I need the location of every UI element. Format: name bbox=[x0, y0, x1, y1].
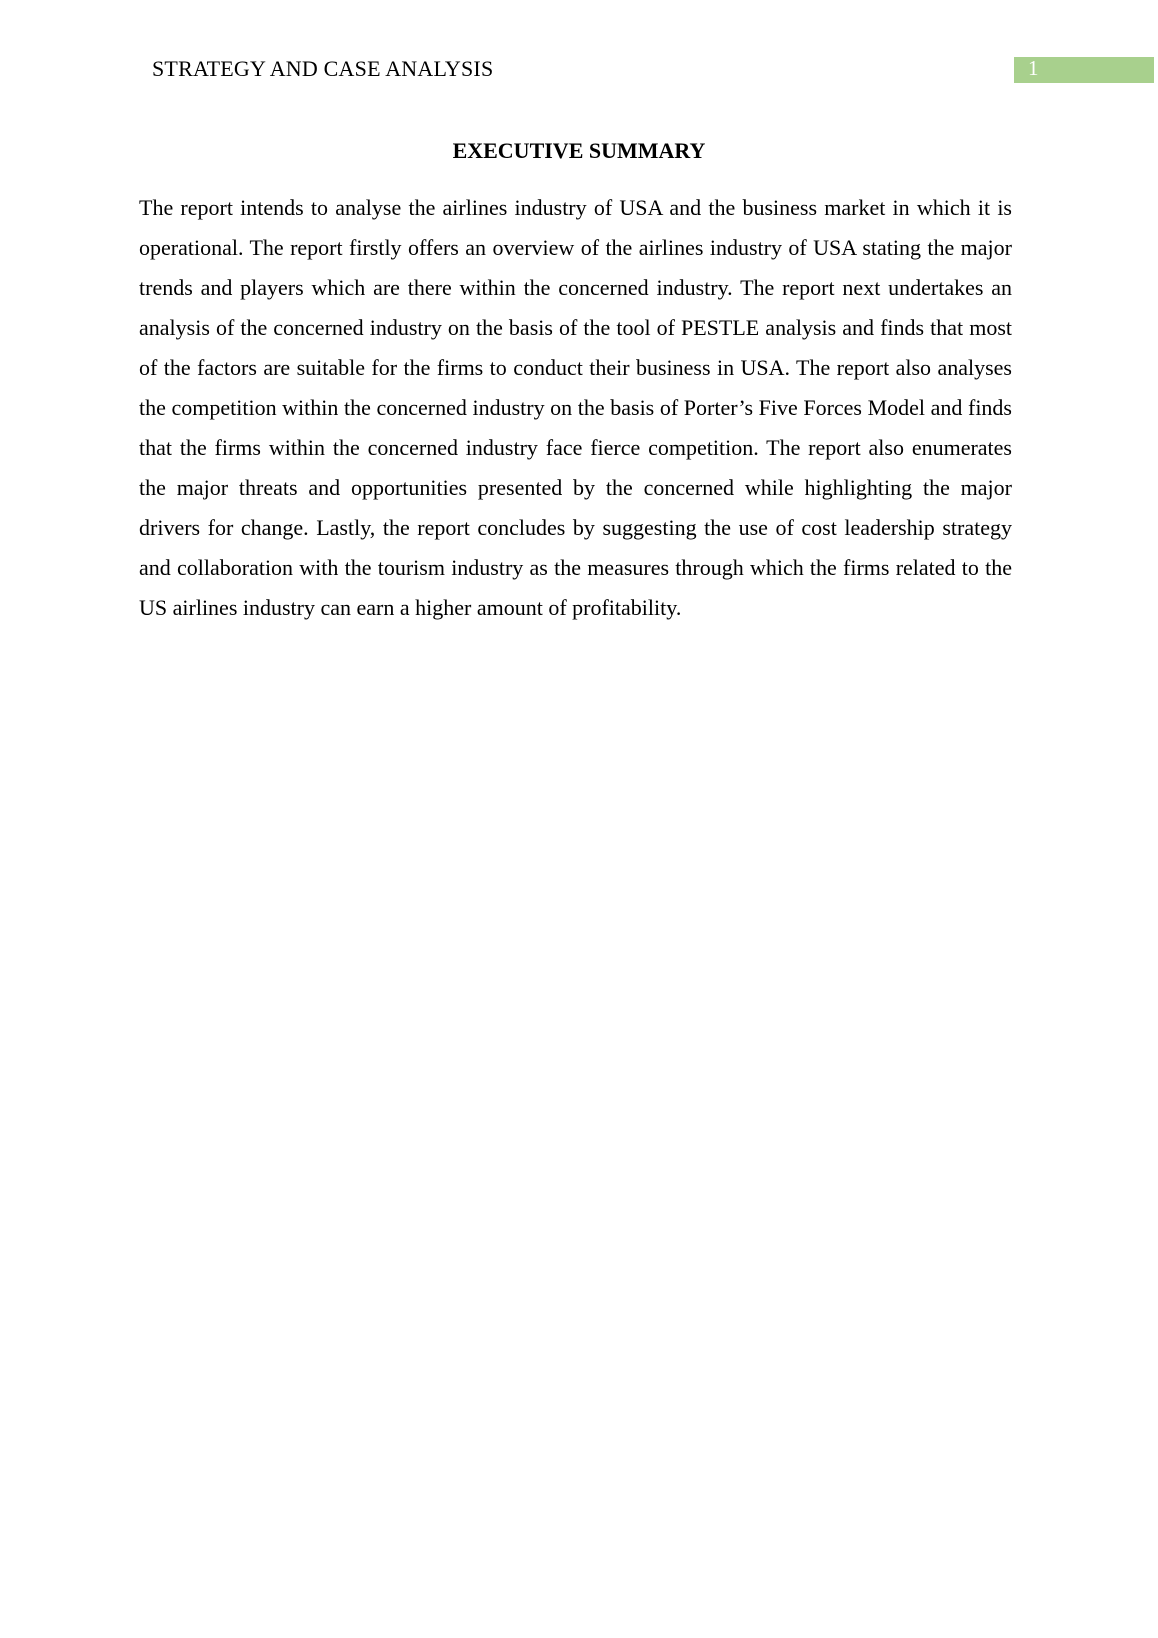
page-number: 1 bbox=[1028, 56, 1039, 80]
section-heading: EXECUTIVE SUMMARY bbox=[452, 138, 706, 163]
page-number-badge bbox=[1014, 57, 1154, 83]
summary-paragraph: The report intends to analyse the airlines industry of USA and the business market in which it is operational. The report firstly offers an overview of the airlines industry of USA stating the major trends and players which are there within the concerned industry. The report next undertakes an analysis of the concerned industry on the basis of the tool of PESTLE analysis and finds that most of the factors are suitable for the firms to conduct their business in USA. The report also analyses the competition within the concerned industry on the basis of Porter’s Five Forces Model and finds that the firms within the concerned industry face fierce competition. The report also enumerates the major threats and opportunities presented by the concerned while highlighting the major drivers for change. Lastly, the report concludes by suggesting the use of cost leadership strategy and collaboration with the tourism industry as the measures through which the firms related to the US airlines industry can earn a higher amount of profitability. bbox=[139, 195, 1012, 620]
running-header-title: STRATEGY AND CASE ANALYSIS bbox=[152, 56, 494, 81]
